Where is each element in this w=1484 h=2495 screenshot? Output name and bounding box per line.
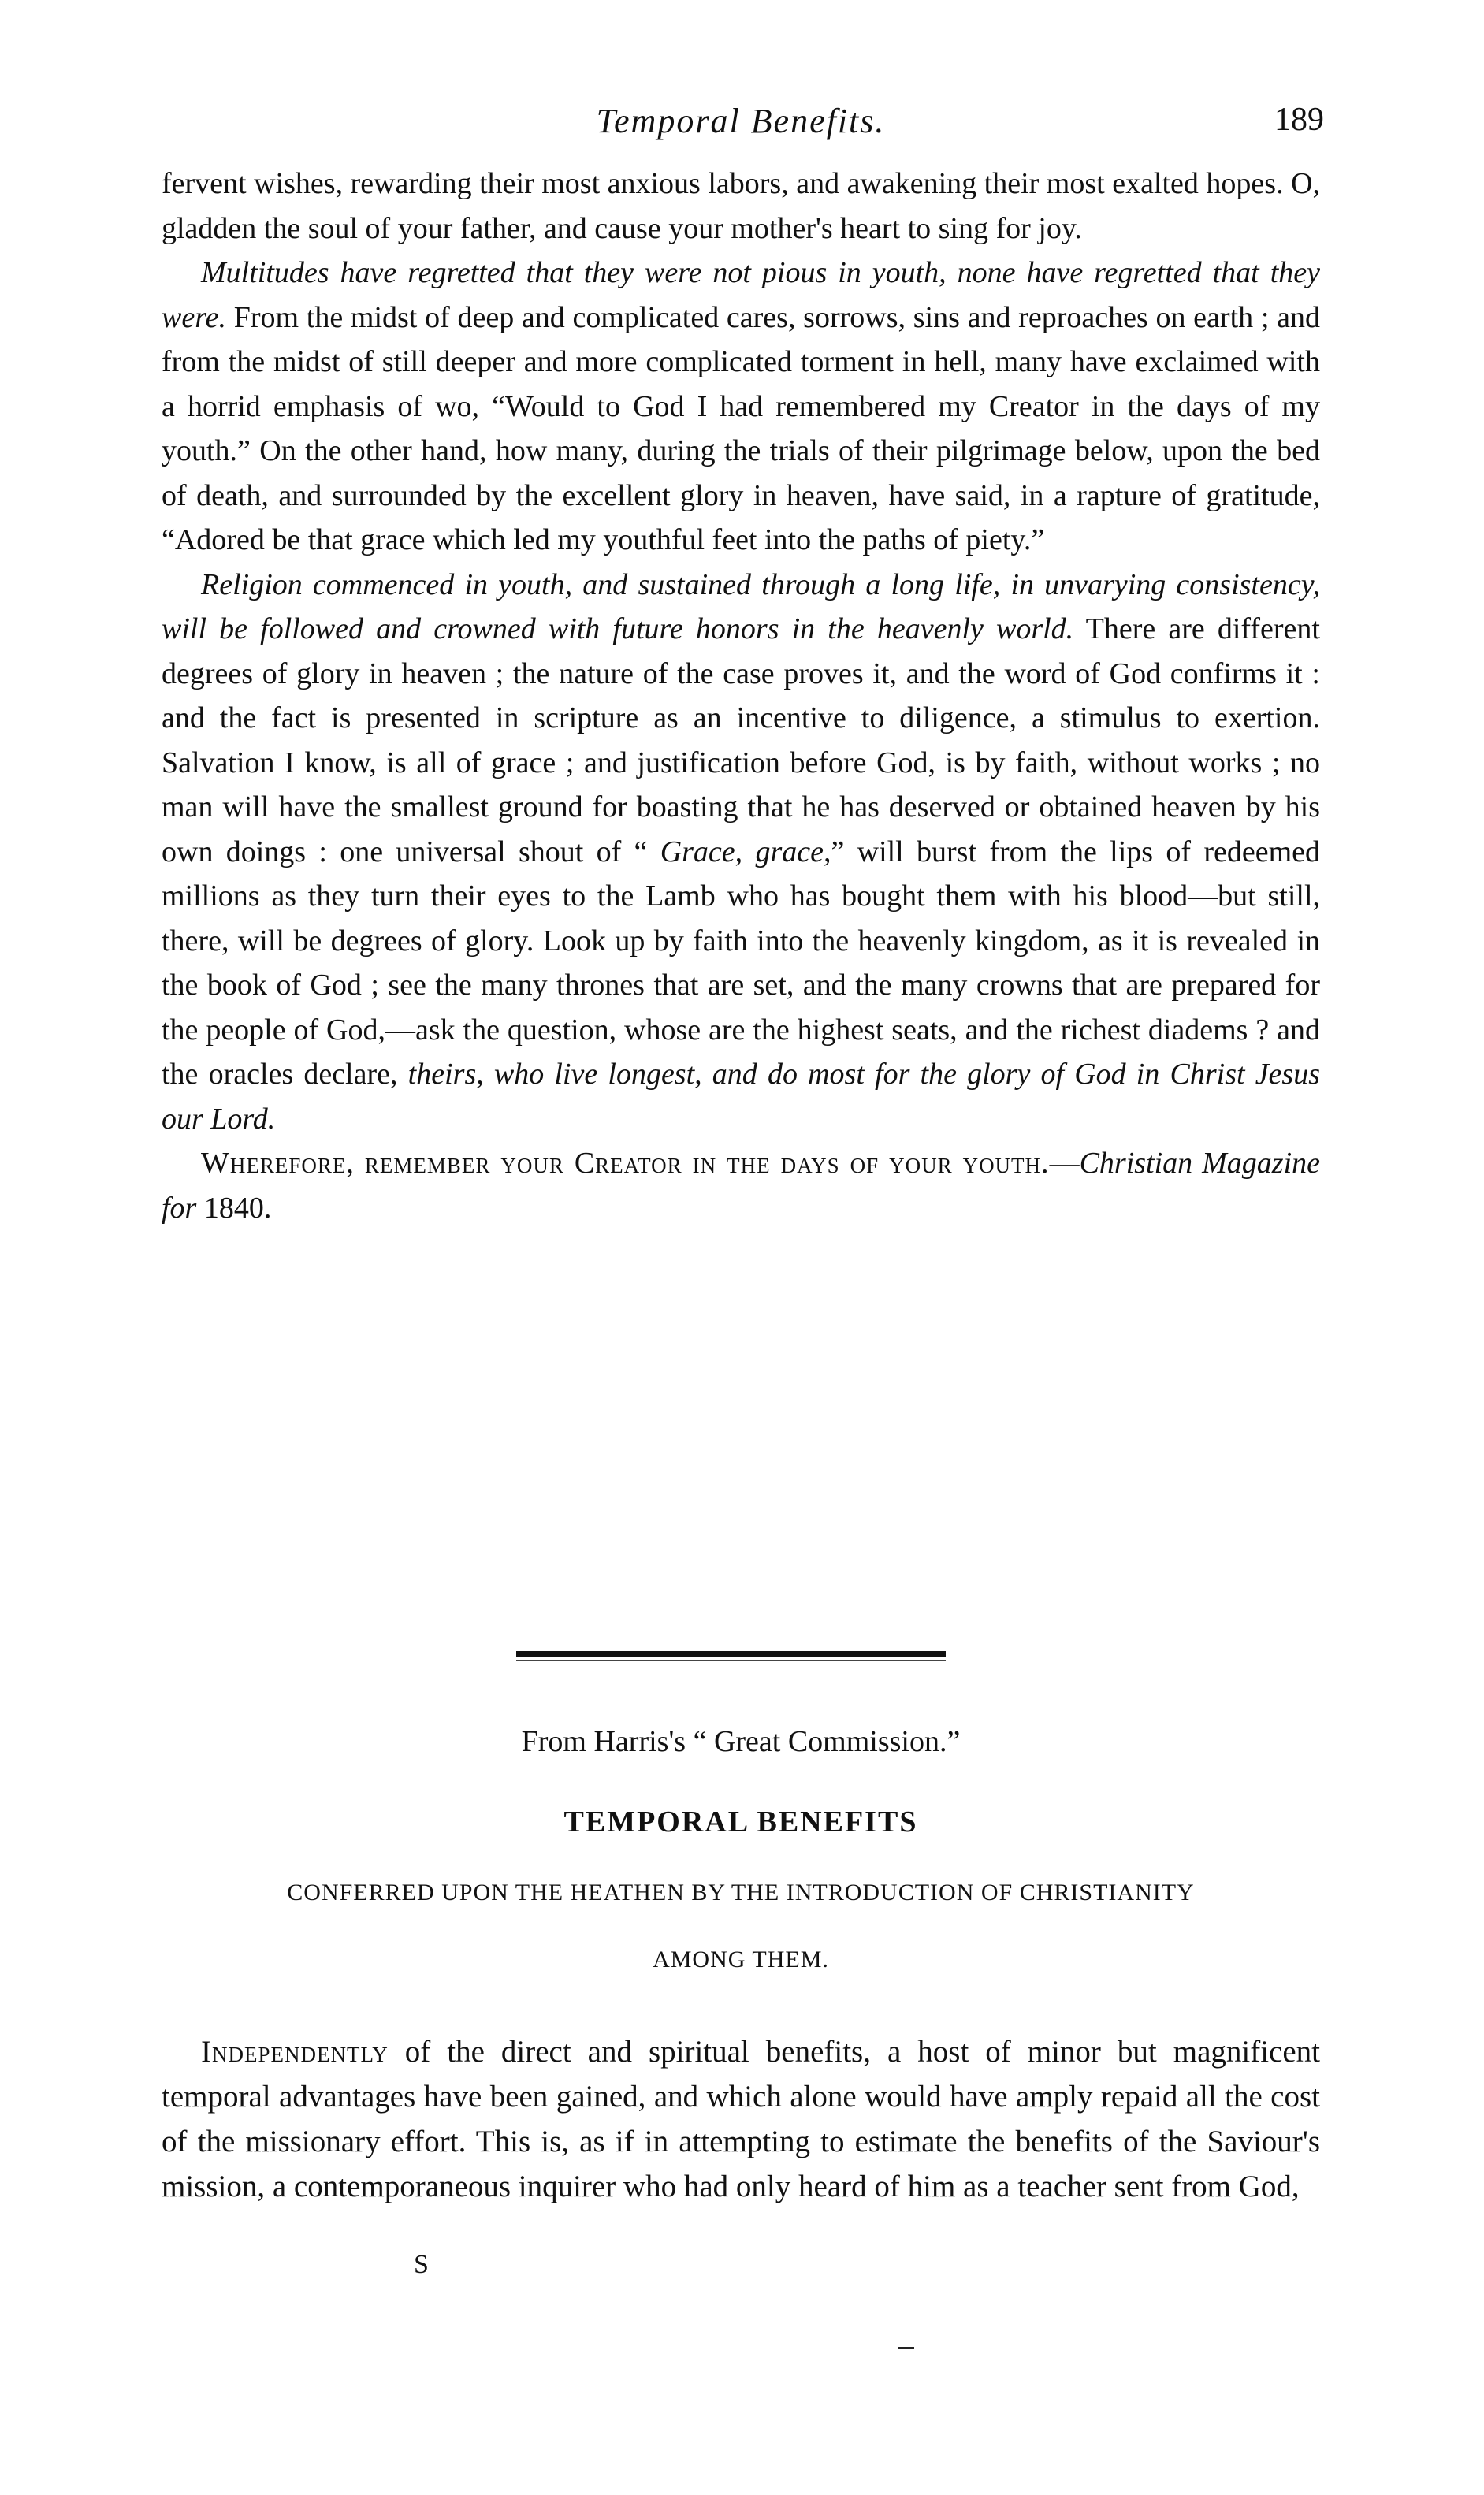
page-dash-mark	[898, 2347, 914, 2349]
paragraph	[162, 251, 1320, 563]
article-subheading: CONFERRED UPON THE HEATHEN BY THE INTRODUCTION OF CHRISTIANITY	[287, 1880, 1195, 1906]
article-subheading-continued: AMONG THEM.	[653, 1947, 829, 1973]
page-number: 189	[1274, 102, 1324, 138]
text-run: theirs, who live longest, and do most for the glory of God in Christ Jesus our Lord.	[162, 1058, 1321, 1136]
text-run: Religion commenced in youth, and sustained through a long life, in unvarying consistency, will be followed and crowned with future honors in the heavenly world.	[162, 567, 1320, 645]
paragraph	[162, 563, 1320, 1142]
text-run: 1840.	[196, 1191, 272, 1225]
paragraph	[162, 162, 1320, 251]
paragraph	[162, 2029, 1320, 2209]
text-run: Multitudes have regretted that they were not pious in youth, none have regretted that they were.	[162, 256, 1320, 334]
text-run: Wherefore, remember your Creator in the days of your youth.	[201, 1147, 1050, 1180]
text-run: There are different degrees of glory in heaven ; the nature of the case proves it, and the word of God confirms it : and the fact is presented in scripture as an incentive to diligence, a stimulus to exertion. Salvation I know, is all of grace ; and justification before God, is by faith, without works ; no man will have the smallest ground for boasting that he has deserved or obtained heaven by his own doings : one universal shout of “	[162, 612, 1320, 868]
section-divider-rule	[516, 1651, 946, 1657]
running-head	[158, 101, 1324, 148]
source-attribution: From Harris's “ Great Commission.”	[521, 1725, 961, 1758]
text-run: fervent wishes, rewarding their most anxious labors, and awakening their most exalted hopes. O, gladden the soul of your father, and cause your mother's heart to sing for joy.	[162, 167, 1321, 245]
text-run: ” will burst from the lips of redeemed millions as they turn their eyes to the Lamb who has bought them with his blood—but still, there, will be degrees of glory. Look up by faith into the heavenly kingdom, as it is revealed in the book of God ; see the many thrones that are set, and the many crowns that are prepared for the people of God,—ask the question, whose are the highest seats, and the richest diadems ? and the oracles declare,	[162, 835, 1320, 1091]
article-continuation	[162, 162, 1320, 1230]
text-run: Independently	[201, 2035, 389, 2069]
paragraph	[162, 1141, 1320, 1230]
text-run: Grace, grace,	[660, 835, 831, 868]
text-run: From the midst of deep and complicated cares, sorrows, sins and reproaches on earth ; and from the midst of still deeper and more complicated torment in hell, many have exclaimed with a horrid emphasis of wo, “Would to God I had remembered my Creator in the days of my youth.” On the other hand, how many, during the trials of their pilgrimage below, upon the bed of death, and surrounded by the excellent glory in heaven, have said, in a rapture of gratitude, “Adored be that grace which led my youthful feet into the paths of piety.”	[162, 300, 1320, 556]
section-divider-rule-thin	[516, 1660, 946, 1661]
article-body	[162, 2029, 1320, 2209]
text-run: —	[1049, 1147, 1080, 1180]
text-run: Christian Magazine for	[162, 1147, 1320, 1225]
text-run: of the direct and spiritual benefits, a host of minor but magnificent temporal advantages have been gained, and which alone would have amply repaid all the cost of the missionary effort. This is, as if in attempting to estimate the benefits of the Saviour's mission, a contemporaneous inquirer who had only heard of him as a teacher sent from God,	[162, 2035, 1320, 2203]
running-head-title: Temporal Benefits.	[596, 102, 886, 140]
signature-mark: S	[414, 2250, 429, 2279]
article-heading: TEMPORAL BENEFITS	[563, 1805, 918, 1839]
